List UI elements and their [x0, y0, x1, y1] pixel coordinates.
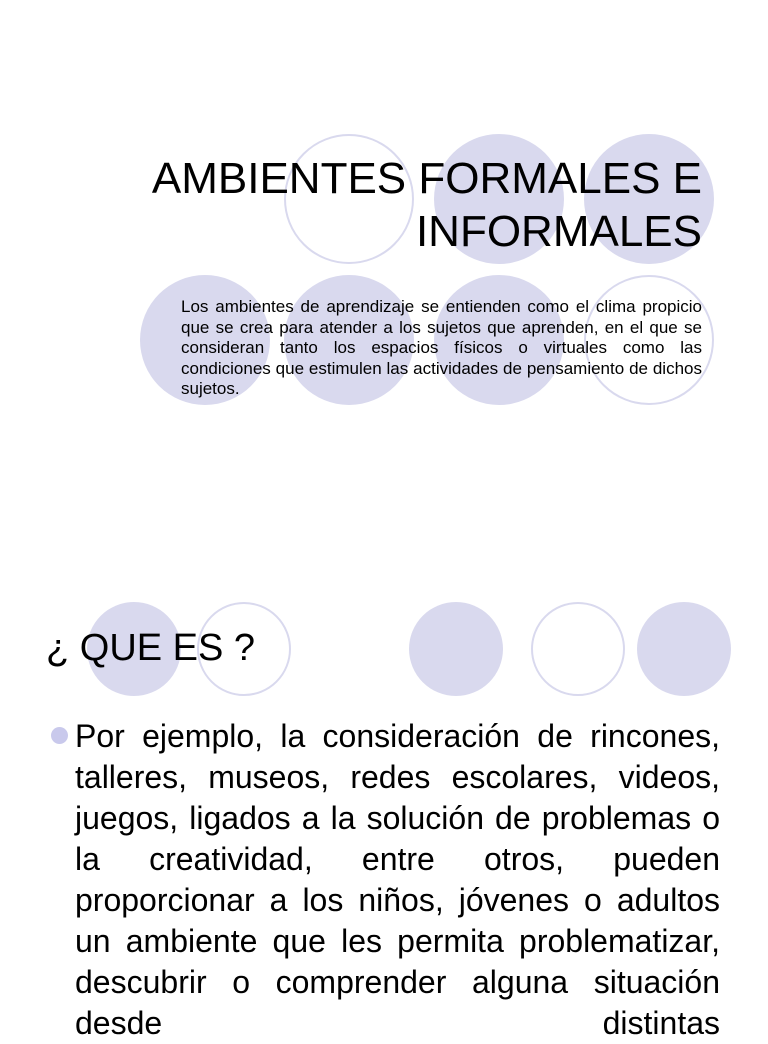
decor-circle	[637, 602, 731, 696]
slide-title: AMBIENTES FORMALES E INFORMALES	[151, 154, 702, 256]
slide-description: Los ambientes de aprendizaje se entienden como el clima propicio que se crea para atender a los sujetos que aprenden, en el que se consideran tanto los espacios físicos o virtuales como las condiciones que estimulen las actividades de pensamiento de dichos sujetos.	[181, 297, 702, 398]
decor-circle	[531, 602, 625, 696]
bullet-dot-icon	[51, 727, 68, 744]
bullet-text: Por ejemplo, la consideración de rincones, talleres, museos, redes escolares, videos, juegos, ligados a la solución de problemas o la creatividad, entre otros, pueden proporcionar a los niños, jóvenes o adultos un ambiente que les permita problematizar, descubrir o comprender alguna situación desde distintas	[75, 718, 720, 1041]
decor-circle	[409, 602, 503, 696]
section-heading: ¿ QUE ES ?	[46, 627, 256, 669]
